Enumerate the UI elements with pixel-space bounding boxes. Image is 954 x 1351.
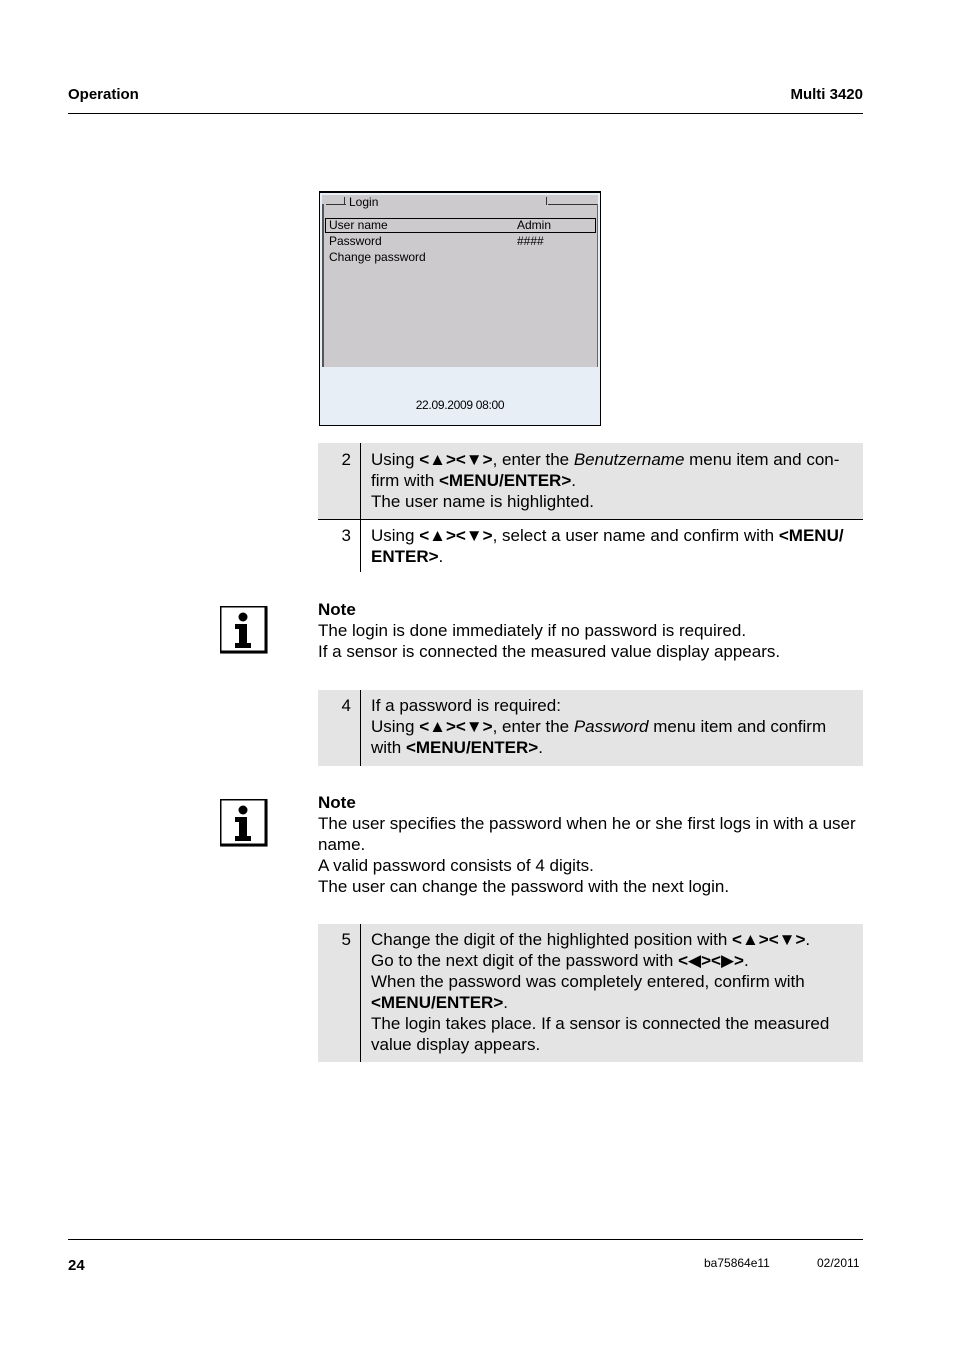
step-line: Using <▲><▼>, enter the Benutzername menu item and con- xyxy=(371,450,840,469)
step-2 xyxy=(318,443,863,519)
menu-item-user-name[interactable]: User name xyxy=(329,218,388,232)
device-display-login xyxy=(319,191,601,426)
note-line: name. xyxy=(318,835,366,854)
step-line: firm with <MENU/ENTER>. xyxy=(371,471,576,490)
tab-frame-line xyxy=(326,204,346,205)
menu-item-password-value: #### xyxy=(517,234,544,248)
step-line: When the password was completely entered, confirm with xyxy=(371,972,805,991)
tab-frame-line xyxy=(344,197,345,205)
step-line: The user name is highlighted. xyxy=(371,492,595,511)
note-line: A valid password consists of 4 digits. xyxy=(318,856,594,875)
step-number: 4 xyxy=(341,696,351,715)
note-line: The user specifies the password when he or she first logs in with a user xyxy=(318,814,856,833)
step-divider xyxy=(360,443,361,519)
step-5 xyxy=(318,924,863,1062)
step-line: Using <▲><▼>, select a user name and confirm with <MENU/ xyxy=(371,526,844,545)
running-header-product: Multi 3420 xyxy=(790,86,863,103)
step-line: Go to the next digit of the password with <◀><▶>. xyxy=(371,951,749,970)
step-number: 3 xyxy=(341,526,351,545)
note-title: Note xyxy=(318,793,356,812)
note-1 xyxy=(318,599,863,662)
note-2 xyxy=(318,792,863,897)
step-text xyxy=(371,525,855,567)
document-date: 02/2011 xyxy=(817,1256,860,1270)
note-line: The login is done immediately if no password is required. xyxy=(318,621,747,640)
step-text xyxy=(371,449,855,512)
step-divider xyxy=(360,690,361,766)
step-3 xyxy=(318,520,863,572)
step-text xyxy=(371,695,855,758)
panel-edge xyxy=(597,204,598,367)
step-line: ENTER>. xyxy=(371,547,444,566)
menu-item-user-name-value: Admin xyxy=(517,218,552,232)
page-number: 24 xyxy=(68,1257,85,1274)
note-title: Note xyxy=(318,600,356,619)
note-line: If a sensor is connected the measured value display appears. xyxy=(318,642,781,661)
step-line: Change the digit of the highlighted position with <▲><▼>. xyxy=(371,930,811,949)
step-number: 2 xyxy=(341,450,351,469)
info-icon xyxy=(220,799,270,849)
step-line: If a password is required: xyxy=(371,696,561,715)
step-divider xyxy=(360,520,361,572)
tab-frame-line xyxy=(546,197,547,205)
step-text xyxy=(371,929,855,1055)
tab-frame-line xyxy=(548,204,598,205)
screen-title: Login xyxy=(349,195,379,209)
running-header-section: Operation xyxy=(68,86,139,103)
step-line: Using <▲><▼>, enter the Password menu item and confirm xyxy=(371,717,827,736)
step-line: The login takes place. If a sensor is connected the measured xyxy=(371,1014,830,1033)
panel-edge xyxy=(322,204,324,367)
screen-datetime: 22.09.2009 08:00 xyxy=(415,398,505,412)
header-rule xyxy=(68,113,863,114)
step-line: value display appears. xyxy=(371,1035,541,1054)
menu-item-change-password[interactable]: Change password xyxy=(329,250,426,264)
document-id: ba75864e11 xyxy=(704,1256,770,1270)
footer-rule xyxy=(68,1239,863,1240)
login-menu-panel xyxy=(322,195,598,367)
step-4 xyxy=(318,690,863,766)
info-icon xyxy=(220,606,270,656)
step-line: <MENU/ENTER>. xyxy=(371,993,508,1012)
note-line: The user can change the password with the next login. xyxy=(318,877,730,896)
step-line: with <MENU/ENTER>. xyxy=(371,738,543,757)
menu-item-password[interactable]: Password xyxy=(329,234,382,248)
step-divider xyxy=(360,924,361,1062)
step-number: 5 xyxy=(341,930,351,949)
